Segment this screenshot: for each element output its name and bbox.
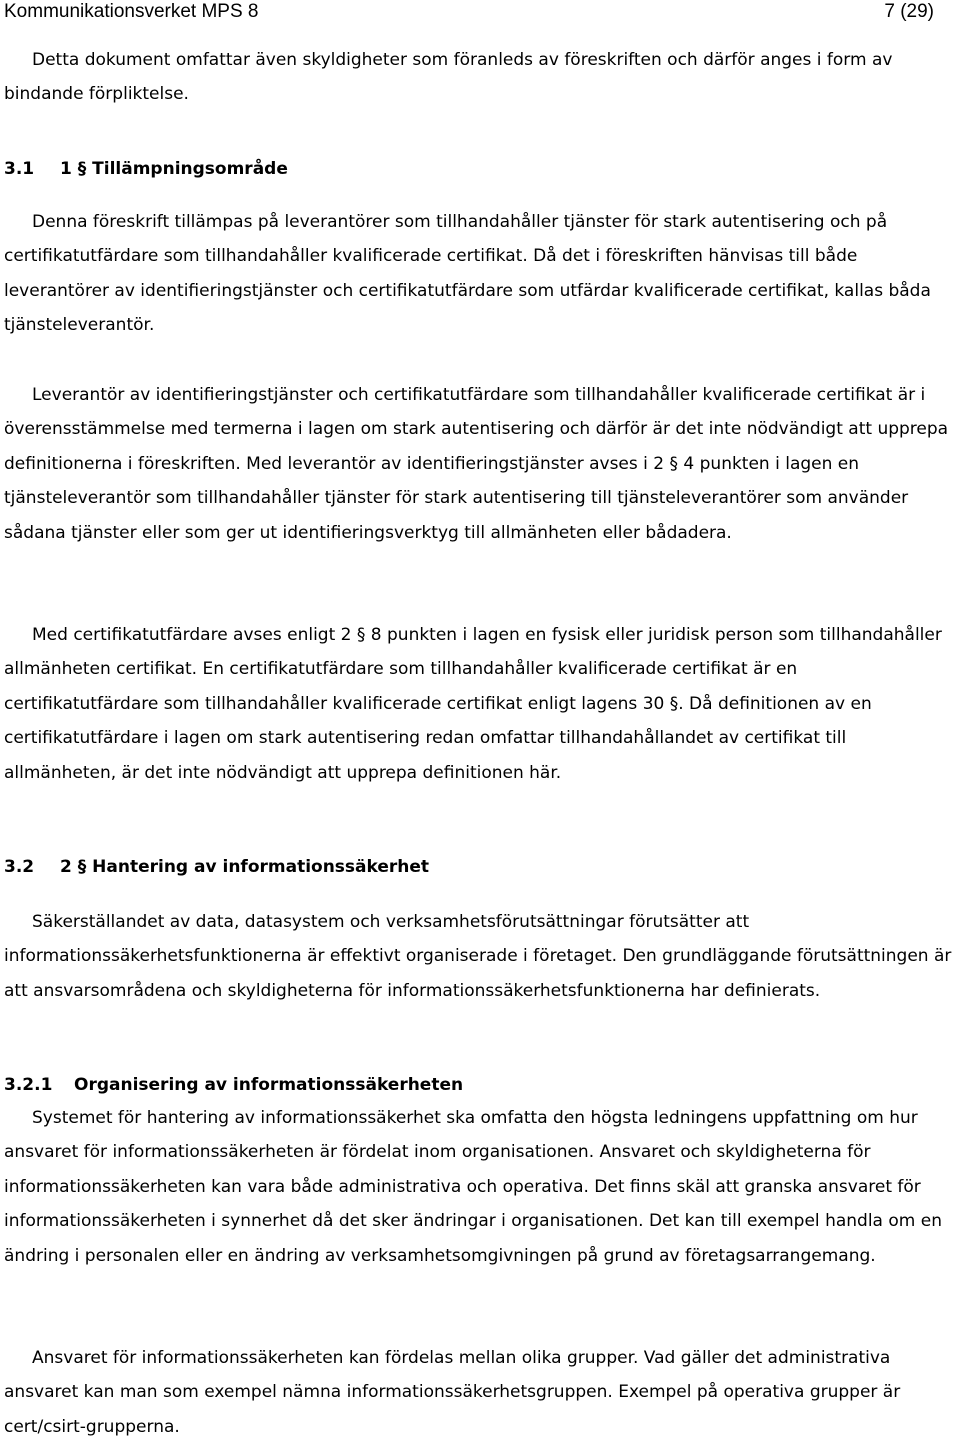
- intro-paragraph: Detta dokument omfattar även skyldigheter som föranleds av föreskriften och därför anges i form av bindande förpliktelse.: [4, 50, 893, 105]
- document-title: Kommunikationsverket MPS 8: [4, 1, 259, 22]
- paragraph: Ansvaret för informationssäkerheten kan fördelas mellan olika grupper. Vad gäller det administrativa ansvaret kan man som exempel nämna informationssäkerhetsgruppen. Exempel på operativa grupper är cert/csirt-grupperna.: [4, 1348, 901, 1437]
- section-title: 2 § Hantering av informationssäkerhet: [60, 857, 430, 877]
- section-number: 3.1: [4, 159, 35, 179]
- section-title: 1 § Tillämpningsområde: [60, 159, 288, 179]
- running-header: [4, 0, 956, 24]
- paragraph: Med certifikatutfärdare avses enligt 2 § 8 punkten i lagen en fysisk eller juridisk person som tillhandahåller allmänheten certifikat. En certifikatutfärdare som tillhandahåller kvalificerade certifikat är en certifikatutfärdare som tillhandahåller kvalificerade certifikat enligt lagens 30 §. Då definitionen av en certifikatutfärdare i lagen om stark autentisering redan omfattar tillhandahållandet av certifikat till allmänheten, är det inte nödvändigt att upprepa definitionen här.: [4, 625, 942, 783]
- section-heading-3-1: [4, 152, 288, 186]
- section-number: 3.2: [4, 857, 35, 877]
- section-number: 3.2.1: [4, 1075, 53, 1095]
- paragraph: Leverantör av identifieringstjänster och certifikatutfärdare som tillhandahåller kvalificerade certifikat är i överensstämmelse med termerna i lagen om stark autentisering och därför är det inte nödvändigt att upprepa definitionerna i föreskriften. Med leverantör av identifieringstjänster avses i 2 § 4 punkten i lagen en tjänsteleverantör som tillhandahåller tjänster för stark autentisering till tjänsteleverantörer som använder sådana tjänster eller som ger ut identifieringsverktyg till allmänheten eller bådadera.: [4, 385, 949, 543]
- section-heading-3-2: [4, 850, 429, 884]
- paragraph: Denna föreskrift tillämpas på leverantörer som tillhandahåller tjänster för stark autentisering och på certifikatutfärdare som tillhandahåller kvalificerade certifikat. Då det i föreskriften hänvisas till både leverantörer av identifieringstjänster och certifikatutfärdare som utfärdar kvalificerade certifikat, kallas båda tjänsteleverantör.: [4, 212, 931, 336]
- page-number: 7 (29): [884, 1, 934, 22]
- paragraph: Systemet för hantering av informationssäkerhet ska omfatta den högsta ledningens uppfattning om hur ansvaret för informationssäkerheten är fördelat inom organisationen. Ansvaret och skyldigheterna för informationssäkerheten kan vara både administrativa och operativa. Det finns skäl att granska ansvaret för informationssäkerheten i synnerhet då det sker ändringar i organisationen. Det kan till exempel handla om en ändring i personalen eller en ändring av verksamhetsomgivningen på grund av företagsarrangemang.: [4, 1108, 942, 1266]
- paragraph: Säkerställandet av data, datasystem och verksamhetsförutsättningar förutsätter att informationssäkerhetsfunktionerna är effektivt organiserade i företaget. Den grundläggande förutsättningen är att ansvarsområdena och skyldigheterna för informationssäkerhetsfunktionerna har definierats.: [4, 912, 952, 1001]
- section-heading-3-2-1: [4, 1068, 463, 1102]
- section-title: Organisering av informationssäkerheten: [74, 1075, 464, 1095]
